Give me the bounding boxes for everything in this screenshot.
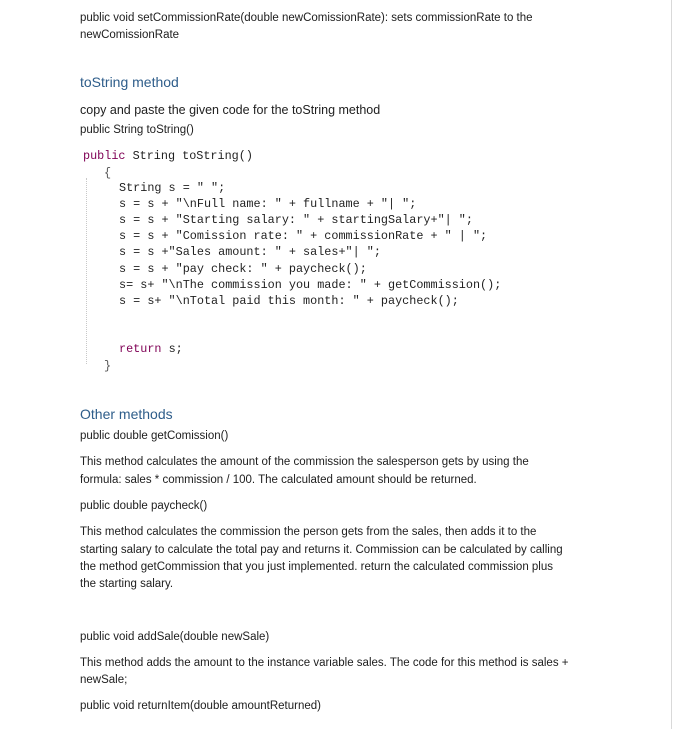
code-indent-guide <box>86 178 87 364</box>
tostring-heading: toString method <box>80 74 179 90</box>
code-return-line <box>119 341 183 357</box>
getcomission-signature: public double getComission() <box>80 430 229 442</box>
paycheck-description-line-1: This method calculates the commission the person gets from the sales, then adds it to the <box>80 526 537 538</box>
returnitem-signature: public void returnItem(double amountReturned) <box>80 700 321 712</box>
code-line: s = s + "Starting salary: " + startingSalary+"| "; <box>119 213 473 227</box>
addsale-signature: public void addSale(double newSale) <box>80 631 270 643</box>
other-methods-heading: Other methods <box>80 406 173 422</box>
tostring-signature: public String toString() <box>80 124 194 136</box>
code-declaration <box>83 148 253 164</box>
page-edge-divider <box>671 0 672 729</box>
getcomission-description-line-1: This method calculates the amount of the commission the salesperson gets by using the <box>80 456 529 468</box>
code-line: String s = " "; <box>119 181 226 195</box>
code-method-name: String toString() <box>125 149 253 163</box>
setter-description-line-2: newComissionRate <box>80 29 180 41</box>
addsale-description-line-1: This method adds the amount to the instance variable sales. The code for this method is sales + <box>80 657 569 669</box>
code-line: s = s +"Sales amount: " + sales+"| "; <box>119 245 381 259</box>
code-open-brace: { <box>104 166 112 180</box>
getcomission-description-line-2: formula: sales * commission / 100. The calculated amount should be returned. <box>80 474 477 486</box>
paycheck-description-line-4: the starting salary. <box>80 578 174 590</box>
setter-description-line-1: public void setCommissionRate(double newComissionRate): sets commissionRate to the <box>80 12 533 24</box>
paycheck-description-line-2: starting salary to calculate the total pay and returns it. Commission can be calculated by calling <box>80 544 563 556</box>
code-close-brace: } <box>104 359 112 373</box>
code-line: s = s + "pay check: " + paycheck(); <box>119 262 367 276</box>
code-keyword-public: public <box>83 149 126 163</box>
code-line: s = s+ "\nTotal paid this month: " + paycheck(); <box>119 294 459 308</box>
code-return-value: s; <box>161 342 183 356</box>
code-keyword-return: return <box>119 342 162 356</box>
code-line: s = s + "Comission rate: " + commissionRate + " | "; <box>119 229 488 243</box>
paycheck-signature: public double paycheck() <box>80 500 208 512</box>
paycheck-description-line-3: the method getCommission that you just implemented. return the calculated commission plus <box>80 561 554 573</box>
code-line: s= s+ "\nThe commission you made: " + getCommission(); <box>119 278 502 292</box>
tostring-instruction: copy and paste the given code for the toString method <box>80 103 381 117</box>
code-line: s = s + "\nFull name: " + fullname + "| "; <box>119 197 417 211</box>
addsale-description-line-2: newSale; <box>80 674 128 686</box>
